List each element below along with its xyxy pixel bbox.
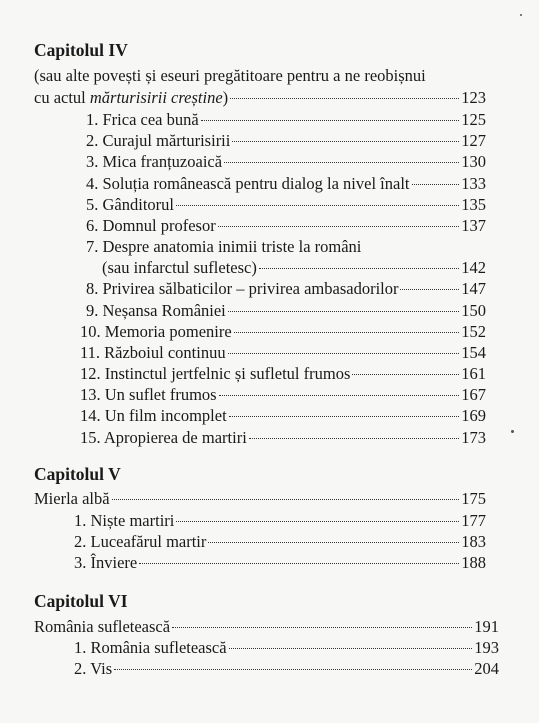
leader-dots bbox=[228, 311, 459, 312]
page-number: 177 bbox=[461, 511, 486, 530]
toc-entry-label: 2. Vis bbox=[74, 659, 113, 678]
chapter-4-heading: Capitolul IV bbox=[34, 40, 128, 60]
leader-dots bbox=[234, 332, 460, 333]
page-number: 147 bbox=[461, 279, 486, 298]
toc-entry[interactable] bbox=[74, 532, 486, 552]
leader-dots bbox=[114, 669, 472, 670]
print-speck bbox=[511, 430, 514, 433]
leader-dots bbox=[139, 563, 459, 564]
toc-entry[interactable] bbox=[86, 301, 486, 321]
page-number: 133 bbox=[461, 174, 486, 193]
page-number: 204 bbox=[474, 659, 499, 678]
page-number: 123 bbox=[461, 88, 486, 107]
leader-dots bbox=[229, 416, 460, 417]
leader-dots bbox=[249, 438, 459, 439]
chapter-4-intro-line2 bbox=[34, 88, 228, 108]
page-number: 169 bbox=[461, 406, 486, 425]
leader-dots bbox=[176, 521, 459, 522]
page-number: 152 bbox=[461, 322, 486, 341]
page-number: 125 bbox=[461, 110, 486, 129]
toc-entry[interactable] bbox=[74, 511, 486, 531]
leader-dots bbox=[230, 98, 459, 99]
leader-dots bbox=[352, 374, 459, 375]
leader-dots bbox=[219, 395, 460, 396]
leader-dots bbox=[201, 120, 460, 121]
toc-entry[interactable] bbox=[80, 406, 486, 426]
page-number: 191 bbox=[474, 617, 499, 636]
page-number: 127 bbox=[461, 131, 486, 150]
page-number: 175 bbox=[461, 489, 486, 508]
toc-entry-label: 9. Neșansa României bbox=[86, 301, 226, 320]
page-number: 150 bbox=[461, 301, 486, 320]
toc-entry[interactable] bbox=[86, 279, 486, 299]
intro-suffix: ) bbox=[222, 88, 229, 107]
toc-entry-label: 15. Apropierea de martiri bbox=[80, 428, 247, 447]
toc-entry-label: 2. Luceafărul martir bbox=[74, 532, 207, 551]
toc-entry[interactable] bbox=[102, 258, 486, 278]
toc-entry-label: 2. Curajul mărturisirii bbox=[86, 131, 231, 150]
page-number: 154 bbox=[461, 343, 486, 362]
page-number: 173 bbox=[461, 428, 486, 447]
toc-entry[interactable] bbox=[80, 428, 486, 448]
toc-entry-label: 1. Niște martiri bbox=[74, 511, 175, 530]
leader-dots bbox=[228, 353, 460, 354]
leader-dots bbox=[176, 205, 459, 206]
leader-dots bbox=[218, 226, 460, 227]
toc-entry-label: 5. Gânditorul bbox=[86, 195, 174, 214]
toc-entry[interactable] bbox=[74, 659, 499, 679]
leader-dots bbox=[229, 648, 473, 649]
toc-entry-label: 4. Soluția românească pentru dialog la nivel înalt bbox=[86, 174, 410, 193]
toc-entry[interactable] bbox=[86, 216, 486, 236]
toc-entry-label: 8. Privirea sălbaticilor – privirea ambasadorilor bbox=[86, 279, 399, 298]
toc-entry[interactable] bbox=[86, 131, 486, 151]
leader-dots bbox=[208, 542, 459, 543]
page-number: 193 bbox=[474, 638, 499, 657]
intro-prefix: cu actul bbox=[34, 88, 90, 107]
toc-entry-label: 14. Un film incomplet bbox=[80, 406, 227, 425]
toc-entry-label: 6. Domnul profesor bbox=[86, 216, 216, 235]
leader-dots bbox=[259, 268, 459, 269]
chapter-6-heading: Capitolul VI bbox=[34, 591, 128, 611]
page-number: 137 bbox=[461, 216, 486, 235]
toc-entry[interactable] bbox=[80, 385, 486, 405]
chapter-5-heading: Capitolul V bbox=[34, 464, 121, 484]
toc-entry-label: 13. Un suflet frumos bbox=[80, 385, 217, 404]
toc-entry[interactable] bbox=[34, 617, 499, 637]
page-number: 188 bbox=[461, 553, 486, 572]
toc-entry[interactable] bbox=[86, 174, 486, 194]
toc-entry[interactable] bbox=[80, 364, 486, 384]
toc-entry[interactable] bbox=[34, 489, 486, 509]
page-number: 130 bbox=[461, 152, 486, 171]
toc-entry[interactable] bbox=[86, 152, 486, 172]
toc-entry[interactable] bbox=[86, 195, 486, 215]
toc-entry[interactable] bbox=[80, 343, 486, 363]
chapter-4-intro-entry[interactable] bbox=[34, 88, 486, 108]
toc-entry-label: Mierla albă bbox=[34, 489, 110, 508]
toc-entry[interactable] bbox=[74, 553, 486, 573]
toc-entry-label: 1. Frica cea bună bbox=[86, 110, 199, 129]
toc-entry-label-continued: (sau infarctul sufletesc) bbox=[102, 258, 257, 277]
leader-dots bbox=[172, 627, 472, 628]
page-number: 142 bbox=[461, 258, 486, 277]
page-number: 167 bbox=[461, 385, 486, 404]
toc-entry-label: România sufletească bbox=[34, 617, 171, 636]
toc-entry-label: 11. Războiul continuu bbox=[80, 343, 226, 362]
toc-entry-label: 3. Înviere bbox=[74, 553, 138, 572]
leader-dots bbox=[232, 141, 459, 142]
chapter-4-intro-line1: (sau alte povești și eseuri pregătitoare pentru a ne reobișnui bbox=[34, 66, 426, 85]
print-speck bbox=[520, 14, 522, 16]
intro-italic: mărturisirii creștine bbox=[89, 88, 223, 107]
toc-entry-label[interactable]: 7. Despre anatomia inimii triste la români bbox=[86, 237, 362, 256]
leader-dots bbox=[412, 184, 460, 185]
toc-entry-label: 12. Instinctul jertfelnic și sufletul frumos bbox=[80, 364, 351, 383]
toc-entry[interactable] bbox=[80, 322, 486, 342]
page-number: 183 bbox=[461, 532, 486, 551]
toc-entry[interactable] bbox=[74, 638, 499, 658]
leader-dots bbox=[112, 499, 460, 500]
leader-dots bbox=[400, 289, 459, 290]
page-number: 135 bbox=[461, 195, 486, 214]
toc-entry[interactable] bbox=[86, 110, 486, 130]
toc-entry-label: 1. România sufletească bbox=[74, 638, 227, 657]
leader-dots bbox=[224, 162, 459, 163]
toc-entry-label: 10. Memoria pomenire bbox=[80, 322, 232, 341]
page-number: 161 bbox=[461, 364, 486, 383]
toc-entry-label: 3. Mica franțuzoaică bbox=[86, 152, 223, 171]
